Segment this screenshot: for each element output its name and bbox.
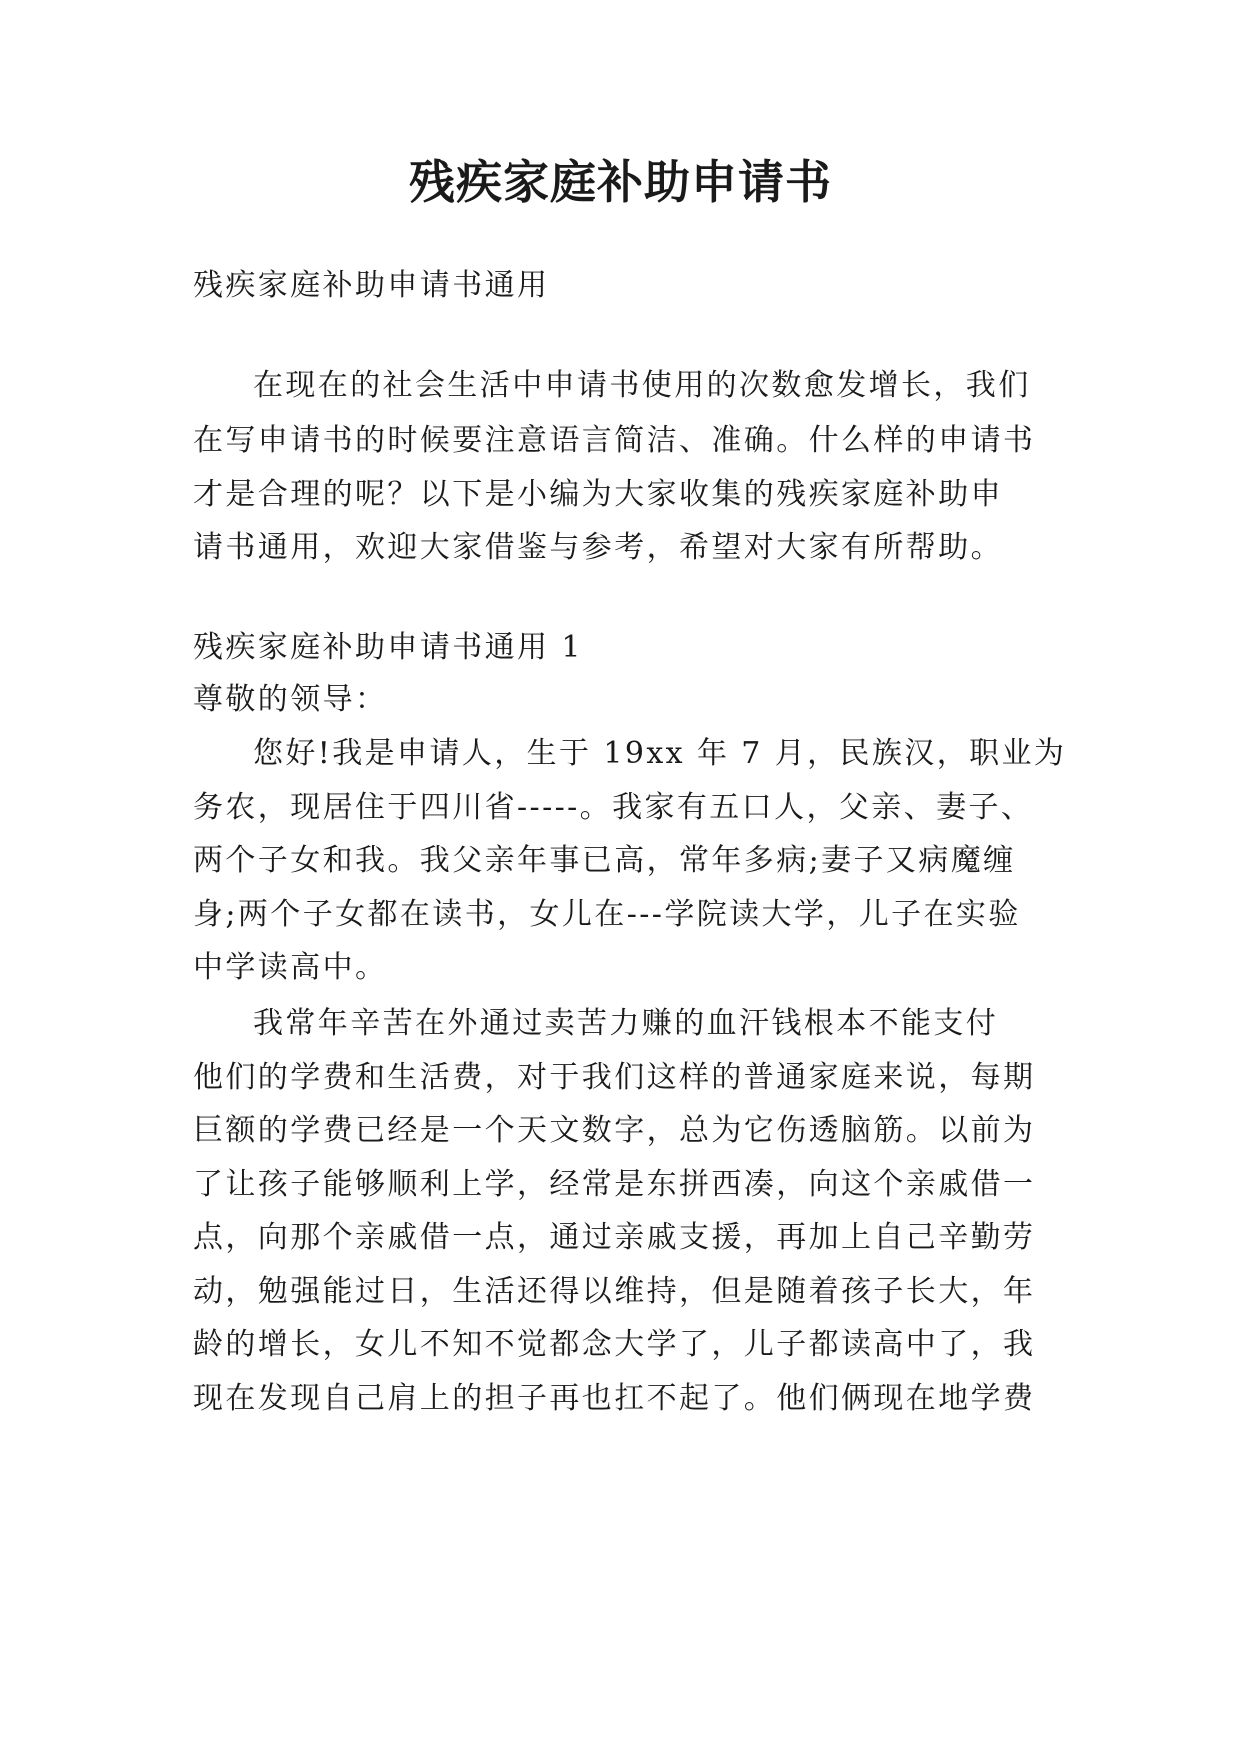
paragraph-line: 中学读高中。 xyxy=(193,950,388,985)
intro-line: 在写申请书的时候要注意语言简洁、准确。什么样的申请书 xyxy=(193,423,1036,458)
paragraph-line: 点，向那个亲戚借一点，通过亲戚支援，再加上自己辛勤劳 xyxy=(193,1220,1036,1255)
paragraph-line: 动，勉强能过日，生活还得以维持，但是随着孩子长大，年 xyxy=(193,1274,1036,1309)
paragraph-line: 务农，现居住于四川省-----。我家有五口人，父亲、妻子、 xyxy=(193,790,1034,825)
intro-line: 在现在的社会生活中申请书使用的次数愈发增长，我们 xyxy=(253,368,1031,403)
paragraph-line: 您好!我是申请人，生于 19xx 年 7 月，民族汉，职业为 xyxy=(253,736,1067,771)
paragraph-line: 巨额的学费已经是一个天文数字，总为它伤透脑筋。以前为 xyxy=(193,1113,1036,1148)
intro-line: 才是合理的呢？以下是小编为大家收集的残疾家庭补助申 xyxy=(193,477,1003,512)
salutation: 尊敬的领导： xyxy=(193,682,388,717)
paragraph-line: 两个子女和我。我父亲年事已高，常年多病;妻子又病魔缠 xyxy=(193,843,1016,878)
paragraph-line: 我常年辛苦在外通过卖苦力赚的血汗钱根本不能支付 xyxy=(253,1006,999,1041)
intro-line: 请书通用，欢迎大家借鉴与参考，希望对大家有所帮助。 xyxy=(193,530,1003,565)
paragraph-line: 现在发现自己肩上的担子再也扛不起了。他们俩现在地学费 xyxy=(193,1381,1036,1416)
paragraph-line: 龄的增长，女儿不知不觉都念大学了，儿子都读高中了，我 xyxy=(193,1327,1036,1362)
document-title: 残疾家庭补助申请书 xyxy=(409,155,832,209)
paragraph-line: 了让孩子能够顺利上学，经常是东拼西凑，向这个亲戚借一 xyxy=(193,1167,1036,1202)
section-heading: 残疾家庭补助申请书通用 1 xyxy=(193,630,583,665)
paragraph-line: 身;两个子女都在读书，女儿在---学院读大学，儿子在实验 xyxy=(193,897,1021,932)
paragraph-line: 他们的学费和生活费，对于我们这样的普通家庭来说，每期 xyxy=(193,1060,1036,1095)
document-subtitle: 残疾家庭补助申请书通用 xyxy=(193,268,550,303)
